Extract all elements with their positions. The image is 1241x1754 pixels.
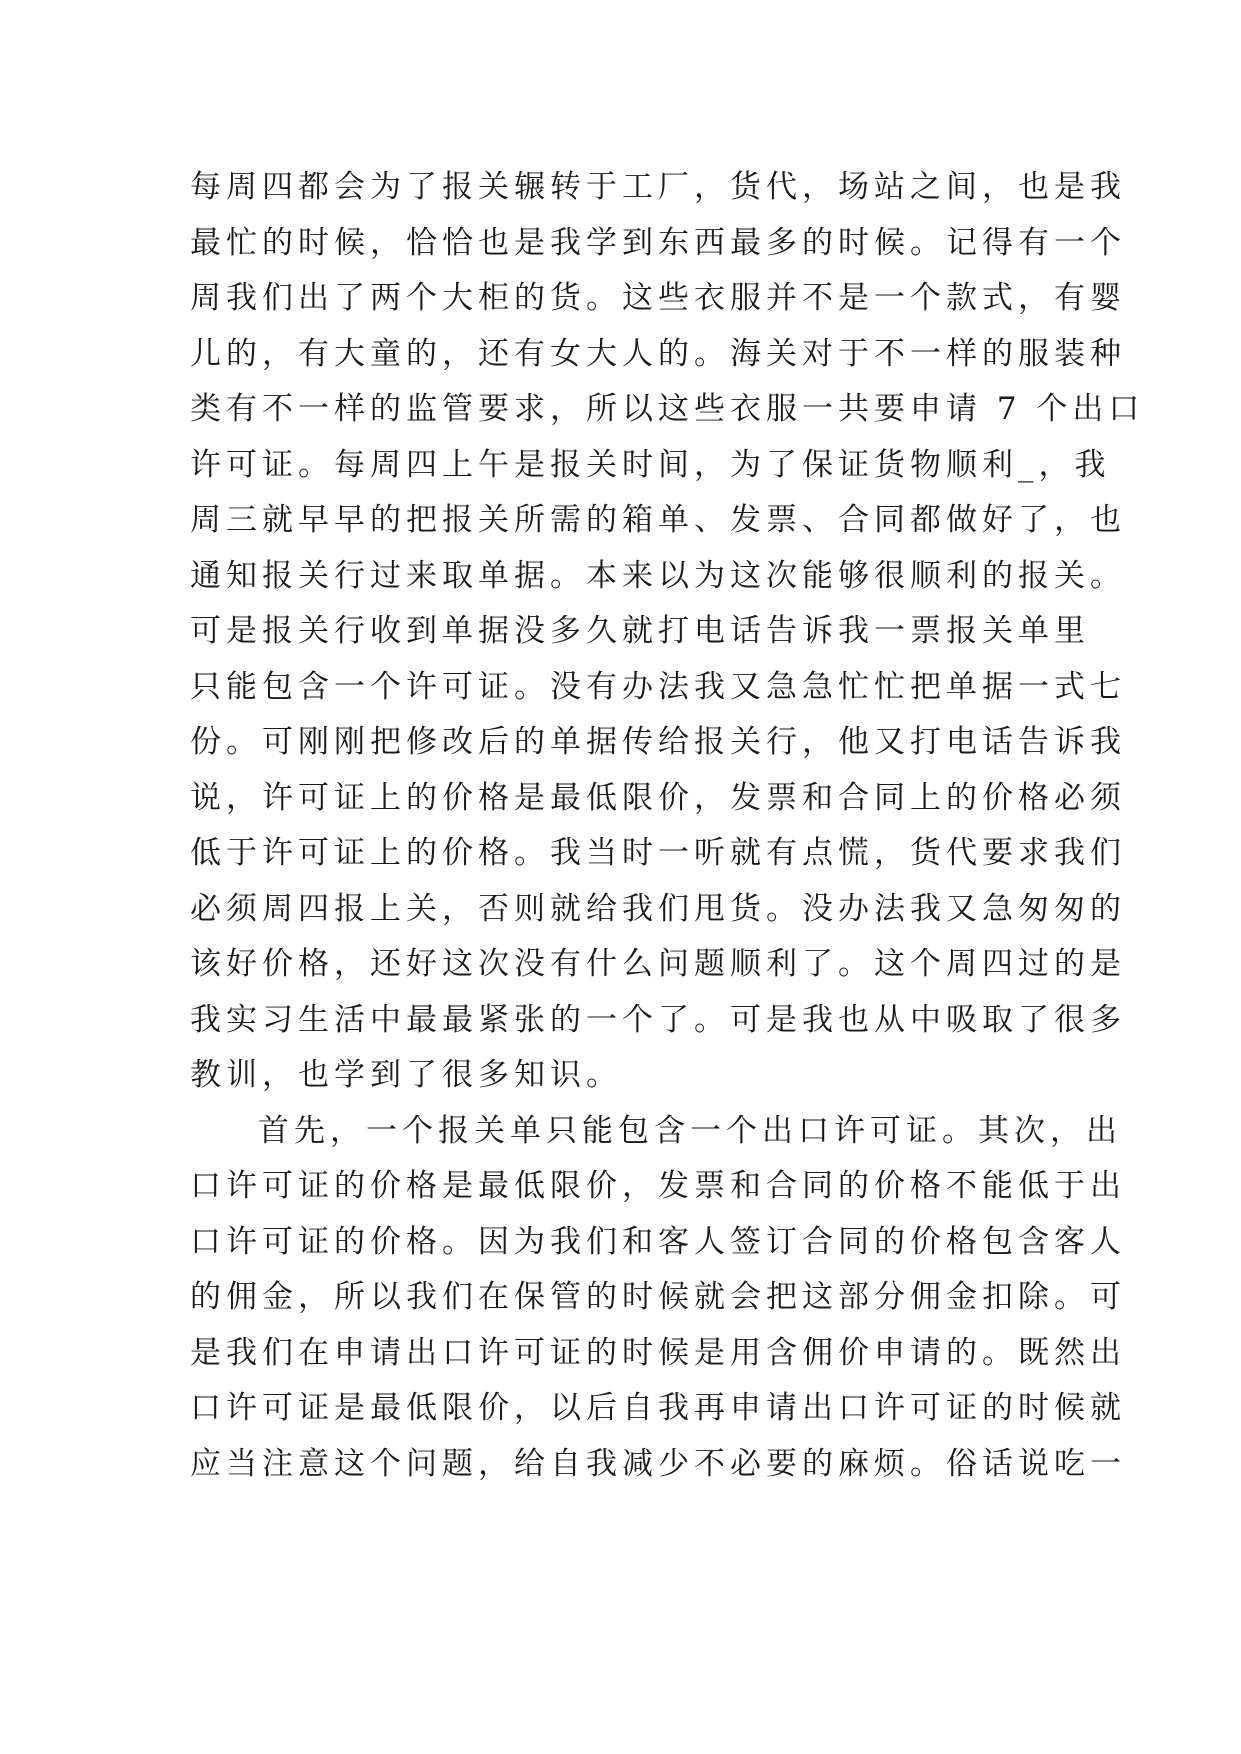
text-line: 通知报关行过来取单据。本来以为这次能够很顺利的报关。 [190,557,1126,594]
text-line: 儿的，有大童的，还有女大人的。海关对于不一样的服装种 [190,335,1126,372]
text-line: 最忙的时候，恰恰也是我学到东西最多的时候。记得有一个 [190,224,1126,261]
paragraph-2 [190,1104,1126,1493]
document-body [190,160,1145,1492]
text-line: 类有不一样的监管要求，所以这些衣服一共要申请 7 个出口 [190,391,1145,427]
text-line: 口许可证的价格是最低限价，发票和合同的价格不能低于出 [190,1168,1126,1204]
text-line: 低于许可证上的价格。我当时一听就有点慌，货代要求我们 [190,835,1126,871]
text-line: 每周四都会为了报关辗转于工厂，货代，场站之间，也是我 [190,169,1126,205]
text-line: 首先，一个报关单只能包含一个出口许可证。其次，出 [258,1112,1122,1149]
paragraph-1 [190,160,1145,1104]
text-line: 周我们出了两个大柜的货。这些衣服并不是一个款式，有婴 [190,280,1126,316]
text-line: 口许可证是最低限价，以后自我再申请出口许可证的时候就 [190,1390,1126,1426]
text-line: 说，许可证上的价格是最低限价，发票和合同上的价格必须 [190,779,1126,816]
text-line: 我实习生活中最最紧张的一个了。可是我也从中吸取了很多 [190,1001,1126,1038]
text-line: 许可证。每周四上午是报关时间，为了保证货物顺利_，我 [190,446,1111,483]
text-line: 份。可刚刚把修改后的单据传给报关行，他又打电话告诉我 [190,724,1126,760]
text-line: 必须周四报上关，否则就给我们甩货。没办法我又急匆匆的 [190,890,1126,927]
text-line: 的佣金，所以我们在保管的时候就会把这部分佣金扣除。可 [190,1279,1126,1315]
text-line: 只能包含一个许可证。没有办法我又急急忙忙把单据一式七 [190,668,1126,705]
text-line: 周三就早早的把报关所需的箱单、发票、合同都做好了，也 [190,502,1126,538]
text-line: 应当注意这个问题，给自我减少不必要的麻烦。俗话说吃一 [190,1445,1126,1482]
text-line: 口许可证的价格。因为我们和客人签订合同的价格包含客人 [190,1223,1126,1260]
text-line: 可是报关行收到单据没多久就打电话告诉我一票报关单里 [190,613,1090,649]
text-line: 是我们在申请出口许可证的时候是用含佣价申请的。既然出 [190,1334,1126,1371]
text-line: 该好价格，还好这次没有什么问题顺利了。这个周四过的是 [190,946,1126,982]
text-line: 教训，也学到了很多知识。 [190,1057,622,1093]
